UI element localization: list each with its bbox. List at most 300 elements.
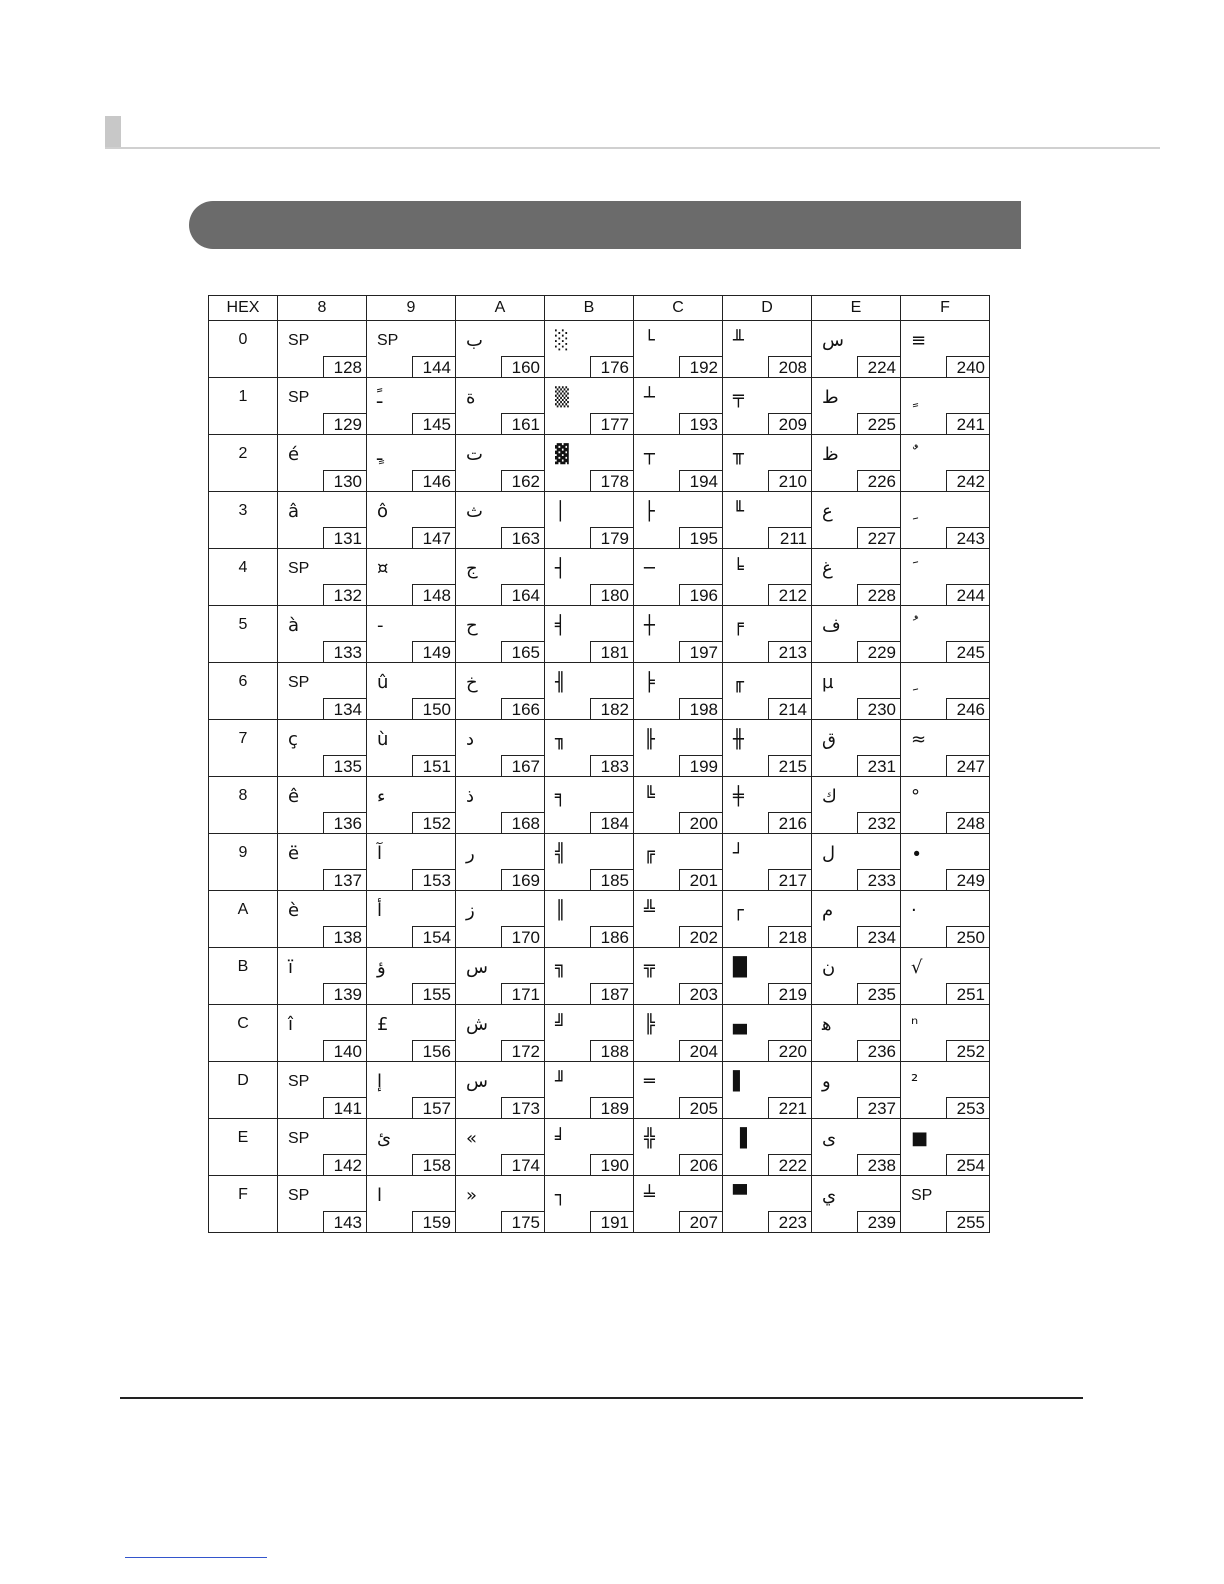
char-cell: [278, 321, 367, 378]
char-cell: [367, 1176, 456, 1233]
char-glyph: ﺱ: [466, 1071, 488, 1092]
char-decimal-code: 202: [679, 926, 723, 948]
char-cell: [812, 492, 901, 549]
char-cell: [901, 663, 990, 720]
char-glyph: ن: [822, 957, 836, 978]
char-cell: [634, 321, 723, 378]
table-row: [209, 891, 990, 948]
char-cell: [723, 891, 812, 948]
row-header: [209, 720, 278, 777]
char-decimal-code: 138: [323, 926, 367, 948]
char-decimal-code: 253: [946, 1097, 990, 1119]
char-decimal-code: 230: [857, 698, 901, 720]
char-cell: [545, 1176, 634, 1233]
char-glyph: ز: [466, 900, 475, 921]
char-decimal-code: 228: [857, 584, 901, 606]
char-decimal-code: 236: [857, 1040, 901, 1062]
row-header: [209, 1005, 278, 1062]
row-hex-label: 2: [238, 445, 248, 462]
char-glyph: ء: [377, 786, 386, 807]
char-glyph: │: [555, 501, 566, 522]
char-cell: [634, 1062, 723, 1119]
character-code-table: [208, 295, 990, 1233]
char-decimal-code: 238: [857, 1154, 901, 1176]
table-row: [209, 1062, 990, 1119]
char-cell: [456, 549, 545, 606]
char-cell: [812, 321, 901, 378]
char-glyph: SP: [288, 332, 310, 349]
column-header: F: [901, 296, 990, 321]
char-glyph: ا: [377, 1185, 383, 1206]
char-glyph: ؤ: [377, 957, 386, 978]
char-cell: [456, 321, 545, 378]
row-header: [209, 321, 278, 378]
char-glyph: ═: [644, 1071, 655, 1092]
char-cell: [723, 1005, 812, 1062]
char-decimal-code: 146: [412, 470, 456, 492]
char-cell: [456, 891, 545, 948]
char-glyph: ╣: [555, 843, 566, 864]
char-glyph: ╚: [644, 786, 655, 807]
char-decimal-code: 151: [412, 755, 456, 777]
char-cell: [901, 948, 990, 1005]
char-glyph: ╤: [733, 387, 744, 408]
row-hex-label: E: [237, 1129, 249, 1146]
char-cell: [367, 948, 456, 1005]
char-glyph: ╜: [555, 1071, 566, 1092]
char-decimal-code: 210: [768, 470, 812, 492]
table-row: [209, 1119, 990, 1176]
char-cell: [545, 663, 634, 720]
char-cell: [278, 549, 367, 606]
char-decimal-code: 157: [412, 1097, 456, 1119]
char-decimal-code: 166: [501, 698, 545, 720]
char-glyph: â: [288, 501, 300, 522]
char-cell: [812, 1119, 901, 1176]
char-cell: [812, 435, 901, 492]
char-glyph: أ: [377, 900, 383, 921]
char-glyph: ╔: [644, 843, 655, 864]
char-cell: [456, 435, 545, 492]
footer-link-underline: [125, 1557, 267, 1558]
table-row: [209, 1005, 990, 1062]
char-decimal-code: 159: [412, 1211, 456, 1233]
char-cell: [634, 606, 723, 663]
char-decimal-code: 137: [323, 869, 367, 891]
char-glyph: ▐: [733, 1128, 747, 1149]
char-glyph: ï: [288, 957, 294, 978]
char-cell: [545, 777, 634, 834]
row-header: [209, 492, 278, 549]
char-decimal-code: 190: [590, 1154, 634, 1176]
char-decimal-code: 130: [323, 470, 367, 492]
char-decimal-code: 186: [590, 926, 634, 948]
char-decimal-code: 205: [679, 1097, 723, 1119]
char-decimal-code: 132: [323, 584, 367, 606]
char-cell: [723, 435, 812, 492]
char-decimal-code: 188: [590, 1040, 634, 1062]
char-decimal-code: 175: [501, 1211, 545, 1233]
row-hex-label: 0: [238, 331, 248, 348]
header-tab-marker: [105, 116, 121, 148]
char-glyph: ╗: [555, 957, 566, 978]
char-glyph: ٍـ: [377, 444, 383, 465]
char-decimal-code: 150: [412, 698, 456, 720]
column-header: C: [634, 296, 723, 321]
row-header: [209, 549, 278, 606]
char-glyph: ر: [466, 843, 475, 864]
char-cell: [278, 1062, 367, 1119]
char-cell: [901, 891, 990, 948]
char-decimal-code: 201: [679, 869, 723, 891]
char-decimal-code: 156: [412, 1040, 456, 1062]
row-hex-label: A: [237, 901, 249, 918]
char-decimal-code: 170: [501, 926, 545, 948]
char-cell: [367, 1005, 456, 1062]
char-glyph: ∙: [911, 843, 923, 864]
char-decimal-code: 176: [590, 356, 634, 378]
table-row: [209, 435, 990, 492]
char-decimal-code: 184: [590, 812, 634, 834]
char-cell: [723, 378, 812, 435]
char-glyph: ⁿ: [911, 1014, 919, 1035]
char-decimal-code: 237: [857, 1097, 901, 1119]
char-cell: [634, 720, 723, 777]
char-glyph: è: [288, 900, 300, 921]
char-glyph: ـً: [377, 387, 383, 408]
header-rule: [105, 147, 1160, 149]
row-hex-label: 5: [238, 616, 248, 633]
char-glyph: ش: [466, 1014, 488, 1035]
char-glyph: ┬: [644, 444, 655, 465]
char-cell: [634, 1176, 723, 1233]
char-glyph: ى: [822, 1128, 837, 1149]
char-glyph: -: [377, 615, 384, 636]
char-decimal-code: 206: [679, 1154, 723, 1176]
row-hex-label: 4: [238, 559, 248, 576]
char-glyph: √: [911, 957, 923, 978]
table-body: [209, 321, 990, 1233]
char-decimal-code: 161: [501, 413, 545, 435]
char-glyph: ╕: [555, 786, 566, 807]
row-header: [209, 378, 278, 435]
column-header: 8: [278, 296, 367, 321]
char-decimal-code: 152: [412, 812, 456, 834]
char-decimal-code: 147: [412, 527, 456, 549]
char-cell: [278, 1005, 367, 1062]
char-decimal-code: 167: [501, 755, 545, 777]
char-glyph: ╙: [733, 501, 744, 522]
char-decimal-code: 213: [768, 641, 812, 663]
char-glyph: ≈: [911, 729, 927, 750]
char-decimal-code: 129: [323, 413, 367, 435]
char-cell: [812, 1176, 901, 1233]
char-cell: [367, 1119, 456, 1176]
char-glyph: ╞: [644, 672, 655, 693]
char-cell: [901, 1176, 990, 1233]
char-cell: [901, 1062, 990, 1119]
char-decimal-code: 227: [857, 527, 901, 549]
char-glyph: ┐: [555, 1185, 566, 1206]
char-glyph: SP: [288, 1073, 310, 1090]
row-hex-label: B: [237, 958, 249, 975]
char-cell: [367, 663, 456, 720]
char-decimal-code: 180: [590, 584, 634, 606]
char-cell: [723, 606, 812, 663]
char-decimal-code: 179: [590, 527, 634, 549]
char-glyph: »: [466, 1185, 478, 1206]
char-glyph: ░: [555, 330, 569, 351]
char-cell: [634, 777, 723, 834]
char-cell: [723, 948, 812, 1005]
char-cell: [456, 492, 545, 549]
row-hex-label: 9: [238, 844, 248, 861]
char-glyph: ╢: [555, 672, 566, 693]
char-decimal-code: 160: [501, 356, 545, 378]
char-decimal-code: 215: [768, 755, 812, 777]
char-decimal-code: 178: [590, 470, 634, 492]
char-decimal-code: 158: [412, 1154, 456, 1176]
char-decimal-code: 208: [768, 356, 812, 378]
char-decimal-code: 224: [857, 356, 901, 378]
char-cell: [456, 606, 545, 663]
char-decimal-code: 143: [323, 1211, 367, 1233]
char-cell: [812, 834, 901, 891]
table-header-row: [209, 296, 990, 321]
char-decimal-code: 241: [946, 413, 990, 435]
row-header: [209, 606, 278, 663]
row-header: [209, 948, 278, 1005]
char-cell: [367, 777, 456, 834]
char-cell: [812, 606, 901, 663]
char-glyph: ■: [911, 1128, 929, 1149]
char-decimal-code: 140: [323, 1040, 367, 1062]
char-glyph: ╠: [644, 1014, 655, 1035]
char-cell: [545, 492, 634, 549]
column-header: 9: [367, 296, 456, 321]
char-decimal-code: 254: [946, 1154, 990, 1176]
char-glyph: إ: [377, 1071, 383, 1092]
char-glyph: ╥: [733, 444, 744, 465]
row-hex-label: 7: [238, 730, 248, 747]
char-glyph: و: [822, 1071, 831, 1092]
char-glyph: س: [466, 957, 488, 978]
table-row: [209, 549, 990, 606]
char-decimal-code: 187: [590, 983, 634, 1005]
char-glyph: ┘: [733, 843, 744, 864]
char-cell: [812, 891, 901, 948]
char-cell: [634, 663, 723, 720]
char-cell: [456, 834, 545, 891]
char-glyph: ﺱ: [822, 330, 844, 351]
char-decimal-code: 136: [323, 812, 367, 834]
row-header: [209, 834, 278, 891]
char-glyph: ي: [822, 1185, 837, 1206]
char-decimal-code: 128: [323, 356, 367, 378]
char-decimal-code: 218: [768, 926, 812, 948]
char-cell: [278, 720, 367, 777]
char-glyph: é: [288, 444, 300, 465]
char-cell: [278, 1176, 367, 1233]
char-decimal-code: 200: [679, 812, 723, 834]
char-cell: [545, 378, 634, 435]
char-cell: [812, 663, 901, 720]
char-glyph: «: [466, 1128, 478, 1149]
char-cell: [634, 492, 723, 549]
char-decimal-code: 212: [768, 584, 812, 606]
char-decimal-code: 149: [412, 641, 456, 663]
char-decimal-code: 211: [768, 527, 812, 549]
char-glyph: ┴: [644, 387, 655, 408]
char-decimal-code: 191: [590, 1211, 634, 1233]
char-cell: [456, 720, 545, 777]
char-glyph: ╡: [555, 615, 566, 636]
char-decimal-code: 216: [768, 812, 812, 834]
char-glyph: ╛: [555, 1128, 566, 1149]
char-cell: [723, 1119, 812, 1176]
char-glyph: ─: [644, 558, 655, 579]
row-hex-label: 3: [238, 502, 248, 519]
row-header: [209, 663, 278, 720]
char-glyph: ╘: [733, 558, 744, 579]
char-glyph: ║: [555, 900, 566, 921]
char-decimal-code: 182: [590, 698, 634, 720]
char-decimal-code: 223: [768, 1211, 812, 1233]
char-glyph: ├: [644, 501, 655, 522]
char-cell: [901, 606, 990, 663]
char-decimal-code: 155: [412, 983, 456, 1005]
char-decimal-code: 192: [679, 356, 723, 378]
char-decimal-code: 183: [590, 755, 634, 777]
char-decimal-code: 199: [679, 755, 723, 777]
char-cell: [278, 606, 367, 663]
char-cell: [634, 378, 723, 435]
char-decimal-code: 168: [501, 812, 545, 834]
char-glyph: ë: [288, 843, 300, 864]
char-decimal-code: 139: [323, 983, 367, 1005]
char-glyph: ج: [466, 558, 478, 579]
char-cell: [901, 549, 990, 606]
char-cell: [278, 1119, 367, 1176]
char-cell: [545, 720, 634, 777]
char-glyph: ╫: [733, 729, 744, 750]
char-cell: [723, 720, 812, 777]
row-hex-label: C: [237, 1015, 249, 1032]
char-glyph: ô: [377, 501, 389, 522]
table-row: [209, 1176, 990, 1233]
table-row: [209, 834, 990, 891]
char-decimal-code: 250: [946, 926, 990, 948]
char-cell: [456, 1176, 545, 1233]
char-cell: [901, 435, 990, 492]
table-row: [209, 606, 990, 663]
char-glyph: ╩: [644, 900, 655, 921]
char-cell: [545, 1119, 634, 1176]
char-decimal-code: 248: [946, 812, 990, 834]
char-glyph: à: [288, 615, 300, 636]
char-cell: [367, 435, 456, 492]
char-glyph: ╟: [644, 729, 655, 750]
char-decimal-code: 233: [857, 869, 901, 891]
char-cell: [367, 891, 456, 948]
char-cell: [456, 1005, 545, 1062]
char-decimal-code: 144: [412, 356, 456, 378]
char-decimal-code: 225: [857, 413, 901, 435]
char-glyph: ²: [911, 1071, 919, 1092]
table-row: [209, 720, 990, 777]
char-cell: [723, 834, 812, 891]
char-cell: [278, 492, 367, 549]
row-header: [209, 1062, 278, 1119]
char-cell: [278, 435, 367, 492]
char-cell: [367, 378, 456, 435]
char-decimal-code: 185: [590, 869, 634, 891]
char-decimal-code: 195: [679, 527, 723, 549]
char-glyph: ح: [466, 615, 478, 636]
char-decimal-code: 198: [679, 698, 723, 720]
char-cell: [723, 1176, 812, 1233]
char-cell: [634, 948, 723, 1005]
row-hex-label: F: [238, 1186, 248, 1203]
char-glyph: ù: [377, 729, 389, 750]
char-cell: [456, 777, 545, 834]
char-cell: [545, 948, 634, 1005]
char-decimal-code: 239: [857, 1211, 901, 1233]
char-decimal-code: 231: [857, 755, 901, 777]
char-decimal-code: 232: [857, 812, 901, 834]
char-cell: [812, 777, 901, 834]
row-header: [209, 1176, 278, 1233]
char-cell: [545, 891, 634, 948]
char-cell: [901, 378, 990, 435]
char-cell: [367, 606, 456, 663]
char-glyph: ┤: [555, 558, 566, 579]
char-glyph: ئ: [377, 1128, 392, 1149]
char-glyph: ç: [288, 729, 298, 750]
char-decimal-code: 164: [501, 584, 545, 606]
char-decimal-code: 244: [946, 584, 990, 606]
char-cell: [367, 834, 456, 891]
char-cell: [634, 1119, 723, 1176]
char-glyph: ╨: [733, 330, 744, 351]
char-glyph: SP: [288, 1130, 310, 1147]
char-decimal-code: 217: [768, 869, 812, 891]
table-row: [209, 492, 990, 549]
char-decimal-code: 163: [501, 527, 545, 549]
char-glyph: ¤: [377, 558, 389, 579]
char-glyph: ┌: [733, 900, 744, 921]
char-glyph: ╖: [555, 729, 566, 750]
char-decimal-code: 255: [946, 1211, 990, 1233]
char-glyph: SP: [288, 560, 310, 577]
char-glyph: آ: [377, 843, 383, 864]
section-title-bar: [189, 201, 1021, 249]
char-glyph: ة: [466, 387, 476, 408]
char-decimal-code: 141: [323, 1097, 367, 1119]
char-decimal-code: 162: [501, 470, 545, 492]
char-decimal-code: 174: [501, 1154, 545, 1176]
char-glyph: خ: [466, 672, 478, 693]
char-decimal-code: 222: [768, 1154, 812, 1176]
char-cell: [367, 549, 456, 606]
char-glyph: ت: [466, 444, 483, 465]
char-decimal-code: 148: [412, 584, 456, 606]
char-decimal-code: 197: [679, 641, 723, 663]
table-row: [209, 663, 990, 720]
char-decimal-code: 131: [323, 527, 367, 549]
hex-header: HEX: [209, 296, 278, 321]
char-decimal-code: 169: [501, 869, 545, 891]
